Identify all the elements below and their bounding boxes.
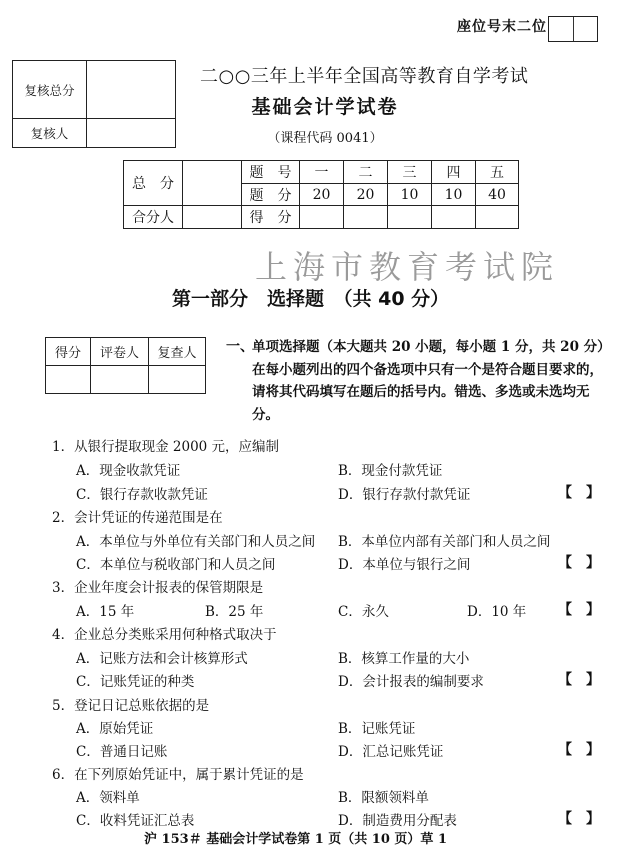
question-number-3: 三 xyxy=(388,161,432,184)
grader-header: 评卷人 xyxy=(91,338,149,366)
question-points-4: 10 xyxy=(432,184,476,206)
part-heading: 第一部分 选择题 （共 40 分） xyxy=(172,288,450,310)
score-table xyxy=(123,160,519,229)
question-text: 登记日记总账依据的是 xyxy=(74,698,210,714)
q5-option-a: A．原始凭证 xyxy=(76,721,154,737)
q3-option-c: C．永久 xyxy=(338,604,389,620)
total-score-label: 总 分 xyxy=(124,161,183,206)
question-1-stem xyxy=(52,435,279,455)
reviewer-label: 复核人 xyxy=(13,119,87,148)
question-number: 3． xyxy=(52,580,75,596)
bracket-open: 【 xyxy=(558,672,572,688)
question-points-3: 10 xyxy=(388,184,432,206)
question-number: 1． xyxy=(52,439,75,455)
score-field-5[interactable] xyxy=(476,206,519,229)
grader-table xyxy=(45,337,206,394)
q5-option-c: C．普通日记账 xyxy=(76,744,168,760)
review-total-field[interactable] xyxy=(87,61,176,119)
bracket-open: 【 xyxy=(558,485,572,501)
rechecker-field[interactable] xyxy=(149,366,206,394)
question-points-label: 题 分 xyxy=(242,184,300,206)
grader-score-field[interactable] xyxy=(46,366,91,394)
q2-option-b: B．本单位内部有关部门和人员之间 xyxy=(338,534,551,550)
question-points-5: 40 xyxy=(476,184,519,206)
q1-option-a: A．现金收款凭证 xyxy=(76,463,181,479)
q3-answer-bracket[interactable] xyxy=(558,599,600,619)
question-text: 企业总分类账采用何种格式取决于 xyxy=(74,627,277,643)
section-body: 在每小题列出的四个备选项中只有一个是符合题目要求的，请将其代码填写在题后的括号内。错选、多选或未选均无分。 xyxy=(252,361,603,423)
section-number: 一、 xyxy=(226,339,254,355)
question-points-2: 20 xyxy=(344,184,388,206)
review-table xyxy=(12,60,176,148)
question-2-stem xyxy=(52,506,223,526)
bracket-open: 【 xyxy=(558,742,572,758)
section-instructions xyxy=(252,336,611,426)
q1-option-b: B．现金付款凭证 xyxy=(338,463,443,479)
q1-answer-bracket[interactable] xyxy=(558,482,600,502)
q2-option-a: A．本单位与外单位有关部门和人员之间 xyxy=(76,534,316,550)
q1-option-d: D．银行存款付款凭证 xyxy=(338,487,471,503)
question-6-stem xyxy=(52,763,304,783)
q2-option-c: C．本单位与税收部门和人员之间 xyxy=(76,557,276,573)
score-obtained-label: 得 分 xyxy=(242,206,300,229)
question-3-stem xyxy=(52,576,263,596)
score-field-2[interactable] xyxy=(344,206,388,229)
rechecker-header: 复查人 xyxy=(149,338,206,366)
q5-option-b: B．记账凭证 xyxy=(338,721,416,737)
seat-digit-box-1[interactable] xyxy=(549,17,574,41)
review-total-label: 复核总分 xyxy=(13,61,87,119)
bracket-close: 】 xyxy=(586,742,600,758)
q6-option-d: D．制造费用分配表 xyxy=(338,813,457,829)
bracket-close: 】 xyxy=(586,672,600,688)
exam-title: 二○○三年上半年全国高等教育自学考试 xyxy=(200,66,529,87)
question-number: 4． xyxy=(52,627,75,643)
q4-answer-bracket[interactable] xyxy=(558,669,600,689)
question-number-1: 一 xyxy=(300,161,344,184)
q5-option-d: D．汇总记账凭证 xyxy=(338,744,444,760)
q3-option-b: B．25 年 xyxy=(205,604,264,620)
question-points-1: 20 xyxy=(300,184,344,206)
q6-option-a: A．领料单 xyxy=(76,790,140,806)
q5-answer-bracket[interactable] xyxy=(558,739,600,759)
question-number-label: 题 号 xyxy=(242,161,300,184)
score-field-4[interactable] xyxy=(432,206,476,229)
reviewer-field[interactable] xyxy=(87,119,176,148)
question-4-stem xyxy=(52,623,277,643)
bracket-close: 】 xyxy=(586,485,600,501)
question-text: 从银行提取现金 2000 元，应编制 xyxy=(74,439,280,455)
q4-option-c: C．记账凭证的种类 xyxy=(76,674,195,690)
question-number: 2． xyxy=(52,510,75,526)
page-footer: 沪 153＃ 基础会计学试卷第 1 页（共 10 页）草 1 xyxy=(144,832,447,847)
question-text: 企业年度会计报表的保管期限是 xyxy=(74,580,264,596)
watermark: 上海市教育考试院 xyxy=(255,248,560,286)
combiner-field[interactable] xyxy=(183,206,242,229)
q3-option-a: A．15 年 xyxy=(76,604,135,620)
section-title: 单项选择题（本大题共 20 小题，每小题 1 分，共 20 分） xyxy=(252,339,611,355)
bracket-close: 】 xyxy=(586,811,600,827)
question-number: 6． xyxy=(52,767,75,783)
q1-option-c: C．银行存款收款凭证 xyxy=(76,487,208,503)
question-text: 会计凭证的传递范围是在 xyxy=(74,510,223,526)
q4-option-d: D．会计报表的编制要求 xyxy=(338,674,484,690)
seat-number-boxes[interactable] xyxy=(548,16,598,42)
q6-option-b: B．限额领料单 xyxy=(338,790,429,806)
score-field-3[interactable] xyxy=(388,206,432,229)
q2-answer-bracket[interactable] xyxy=(558,552,600,572)
bracket-open: 【 xyxy=(558,602,572,618)
course-code: （课程代码 0041） xyxy=(267,131,383,146)
bracket-open: 【 xyxy=(558,555,572,571)
question-number-2: 二 xyxy=(344,161,388,184)
question-5-stem xyxy=(52,694,209,714)
grader-score-header: 得分 xyxy=(46,338,91,366)
score-field-1[interactable] xyxy=(300,206,344,229)
combiner-label: 合分人 xyxy=(124,206,183,229)
q4-option-b: B．核算工作量的大小 xyxy=(338,651,470,667)
q6-option-c: C．收料凭证汇总表 xyxy=(76,813,195,829)
question-text: 在下列原始凭证中，属于累计凭证的是 xyxy=(74,767,304,783)
question-number: 5． xyxy=(52,698,75,714)
question-number-5: 五 xyxy=(476,161,519,184)
seat-number-label: 座位号末二位 xyxy=(457,19,547,35)
bracket-open: 【 xyxy=(558,811,572,827)
bracket-close: 】 xyxy=(586,602,600,618)
q6-answer-bracket[interactable] xyxy=(558,808,600,828)
bracket-close: 】 xyxy=(586,555,600,571)
paper-title: 基础会计学试卷 xyxy=(251,96,399,118)
q2-option-d: D．本单位与银行之间 xyxy=(338,557,471,573)
q3-option-d: D．10 年 xyxy=(467,604,527,620)
total-score-field[interactable] xyxy=(183,161,242,206)
question-number-4: 四 xyxy=(432,161,476,184)
q4-option-a: A．记账方法和会计核算形式 xyxy=(76,651,248,667)
seat-digit-box-2[interactable] xyxy=(574,17,598,41)
grader-field[interactable] xyxy=(91,366,149,394)
